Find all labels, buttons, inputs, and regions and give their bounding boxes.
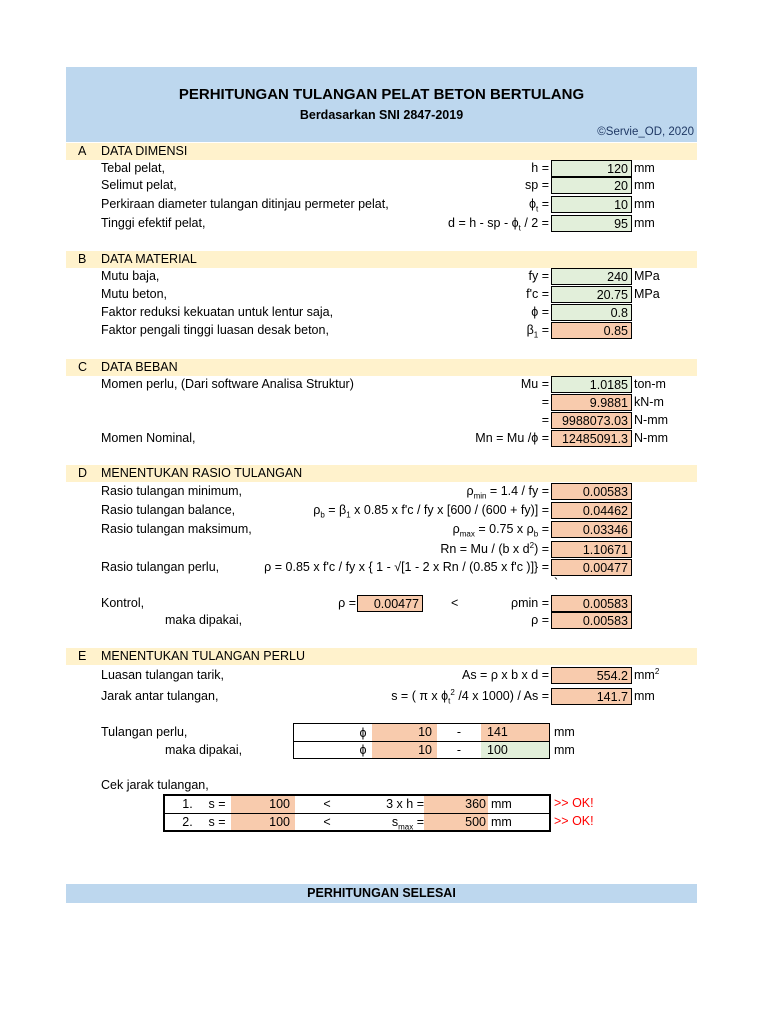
limit-label: $s_{max}$ = [391,815,424,832]
value-as: 554.2 [551,667,632,684]
row-label: Mutu baja, [101,269,160,283]
row-formula: ρ = [531,613,549,627]
page-subtitle: Berdasarkan SNI 2847-2019 [299,108,464,122]
rebar-table [293,723,550,759]
row-formula: ρ = 0.85 x f'c / fy x { 1 - √[1 - 2 x Rn / (0.85 x f'c )]} = [264,560,549,574]
unit: mm [554,743,575,757]
row-formula: $\phi_t$ = [528,197,549,214]
unit: mm [491,797,512,811]
phi-symbol: ϕ [359,743,367,757]
input-mu[interactable]: 1.0185 [551,376,632,393]
value-limit: 360 [424,796,488,813]
header-band [66,67,697,142]
dash: - [456,725,462,739]
row-formula: $\rho_{min} = 1.4$ / fy = [466,484,549,501]
check-table [163,794,551,832]
value-dia-dipakai: 10 [372,742,437,758]
value-rho-perlu: 0.00477 [551,559,632,576]
row-label: Perkiraan diameter tulangan ditinjau permeter pelat, [101,197,389,211]
value-rho-max: 0.03346 [551,521,632,538]
footer-band [66,884,697,903]
rho-label: ρ = [338,596,356,610]
input-fy[interactable]: 240 [551,268,632,285]
row-formula: sp = [525,178,549,192]
row-label: maka dipakai, [165,613,243,627]
row-formula: = [541,395,549,409]
row-formula: h = [531,161,549,175]
row-number: 2. [182,815,193,829]
section-title: MENENTUKAN RASIO TULANGAN [101,466,303,480]
row-label: Faktor pengali tinggi luasan desak beton, [101,323,329,337]
value-mu-nmm: 9988073.03 [551,412,632,429]
unit: mm [491,815,512,829]
row-formula: s = ( π x $\phi_t^2$ /4 x 1000) / As = [391,687,549,706]
section-title: DATA DIMENSI [101,144,188,158]
unit: mm [634,161,655,175]
row-label: Faktor reduksi kekuatan untuk lentur saja, [101,305,334,319]
row-label: Rasio tulangan minimum, [101,484,243,498]
section-letter: E [78,649,87,663]
value-rho-kontrol: 0.00477 [357,595,423,612]
section-letter: D [78,466,88,480]
row-label: Selimut pelat, [101,178,177,192]
section-title: MENENTUKAN TULANGAN PERLU [101,649,305,663]
row-number: 1. [182,797,193,811]
value-dia-perlu: 10 [372,724,437,741]
tulangan-perlu-label: Tulangan perlu, [101,725,188,739]
rho-min-label: ρmin = [510,596,549,610]
copyright: ©Servie_OD, 2020 [597,126,694,138]
unit: N-mm [634,413,669,427]
section-letter: B [78,252,87,266]
row-formula: fy = [528,269,549,283]
input-phi-t[interactable]: 10 [551,196,632,213]
row-formula: ϕ = [531,305,549,319]
page-title: PERHITUNGAN TULANGAN PELAT BETON BERTULANG [178,86,585,103]
row-label: Tinggi efektif pelat, [101,216,206,230]
row-formula: f'c = [526,287,549,301]
value-limit: 500 [424,814,488,830]
section-b-header [66,251,697,268]
section-e-header [66,648,697,665]
dash: - [456,743,462,757]
row-label: Rasio tulangan balance, [101,503,236,517]
row-formula: As = ρ x b x d = [461,668,549,682]
limit-label: 3 x h = [386,797,424,811]
row-label: Tebal pelat, [101,161,165,175]
section-c-header [66,359,697,376]
unit: N-mm [634,431,669,445]
row-formula: Mu = [520,377,549,391]
value-rho-b: 0.04462 [551,502,632,519]
cek-jarak-label: Cek jarak tulangan, [101,778,209,792]
row-label: Kontrol, [101,596,145,610]
value-s: 100 [231,796,295,813]
section-letter: A [78,144,87,158]
row-label: Jarak antar tulangan, [101,689,219,703]
unit: mm [634,216,655,230]
input-spacing-dipakai[interactable]: 100 [481,742,549,758]
row-formula: Rn = Mu / (b x $d^2$) = [440,540,549,556]
unit: mm [634,178,655,192]
unit: mm [554,725,575,739]
section-a-header [66,143,697,160]
value-mu-kn: 9.9881 [551,394,632,411]
value-rho-used: 0.00583 [551,612,632,629]
row-label: Rasio tulangan perlu, [101,560,220,574]
row-label: Momen perlu, (Dari software Analisa Struktur) [101,377,354,391]
footer-text: PERHITUNGAN SELESAI [307,886,456,900]
section-title: DATA MATERIAL [101,252,197,266]
value-rn: 1.10671 [551,541,632,558]
row-formula: d = h - sp - $\phi_t / 2$ = [448,216,549,233]
status-ok: >> OK! [554,796,594,810]
status-ok: >> OK! [554,814,594,828]
value-rho-min-kontrol: 0.00583 [551,595,632,612]
unit: mm [634,197,655,211]
unit: ton-m [634,377,666,391]
value-s: 100 [231,814,295,830]
row-formula: Mn = Mu /ϕ = [475,431,549,445]
unit: MPa [634,287,660,301]
compare-op: < [323,815,331,829]
tick-mark: ` [554,576,559,590]
section-d-header [66,465,697,482]
row-formula: $\rho_b = \beta_1$ x 0.85 x f'c / fy x [600 / (600 + fy)] = [313,503,549,520]
value-spacing-perlu: 141 [481,724,549,741]
compare-op: < [323,797,331,811]
value-mn: 12485091.3 [551,430,632,447]
row-label: Mutu beton, [101,287,168,301]
row-formula: $\rho_{max} = 0.75$ x $\rho_b$ = [452,522,549,539]
section-title: DATA BEBAN [101,360,178,374]
tulangan-dipakai-label: maka dipakai, [165,743,243,757]
s-label: s = [208,815,226,829]
value-s: 141.7 [551,688,632,705]
s-label: s = [208,797,226,811]
row-formula: = [541,413,549,427]
input-phi[interactable]: 0.8 [551,304,632,321]
unit: MPa [634,269,660,283]
section-letter: C [78,360,88,374]
row-label: Rasio tulangan maksimum, [101,522,252,536]
value-beta1: 0.85 [551,322,632,339]
row-formula: $\beta_1$ = [526,323,549,340]
input-fc[interactable]: 20.75 [551,286,632,303]
input-sp[interactable]: 20 [551,177,632,194]
unit: kN-m [634,395,664,409]
phi-symbol: ϕ [359,726,367,740]
unit: $mm^2$ [634,666,660,682]
value-rho-min: 0.00583 [551,483,632,500]
row-label: Luasan tulangan tarik, [101,668,225,682]
input-h[interactable]: 120 [551,160,632,177]
compare-op: < [451,596,459,610]
value-d[interactable]: 95 [551,215,632,232]
unit: mm [634,689,655,703]
row-label: Momen Nominal, [101,431,196,445]
